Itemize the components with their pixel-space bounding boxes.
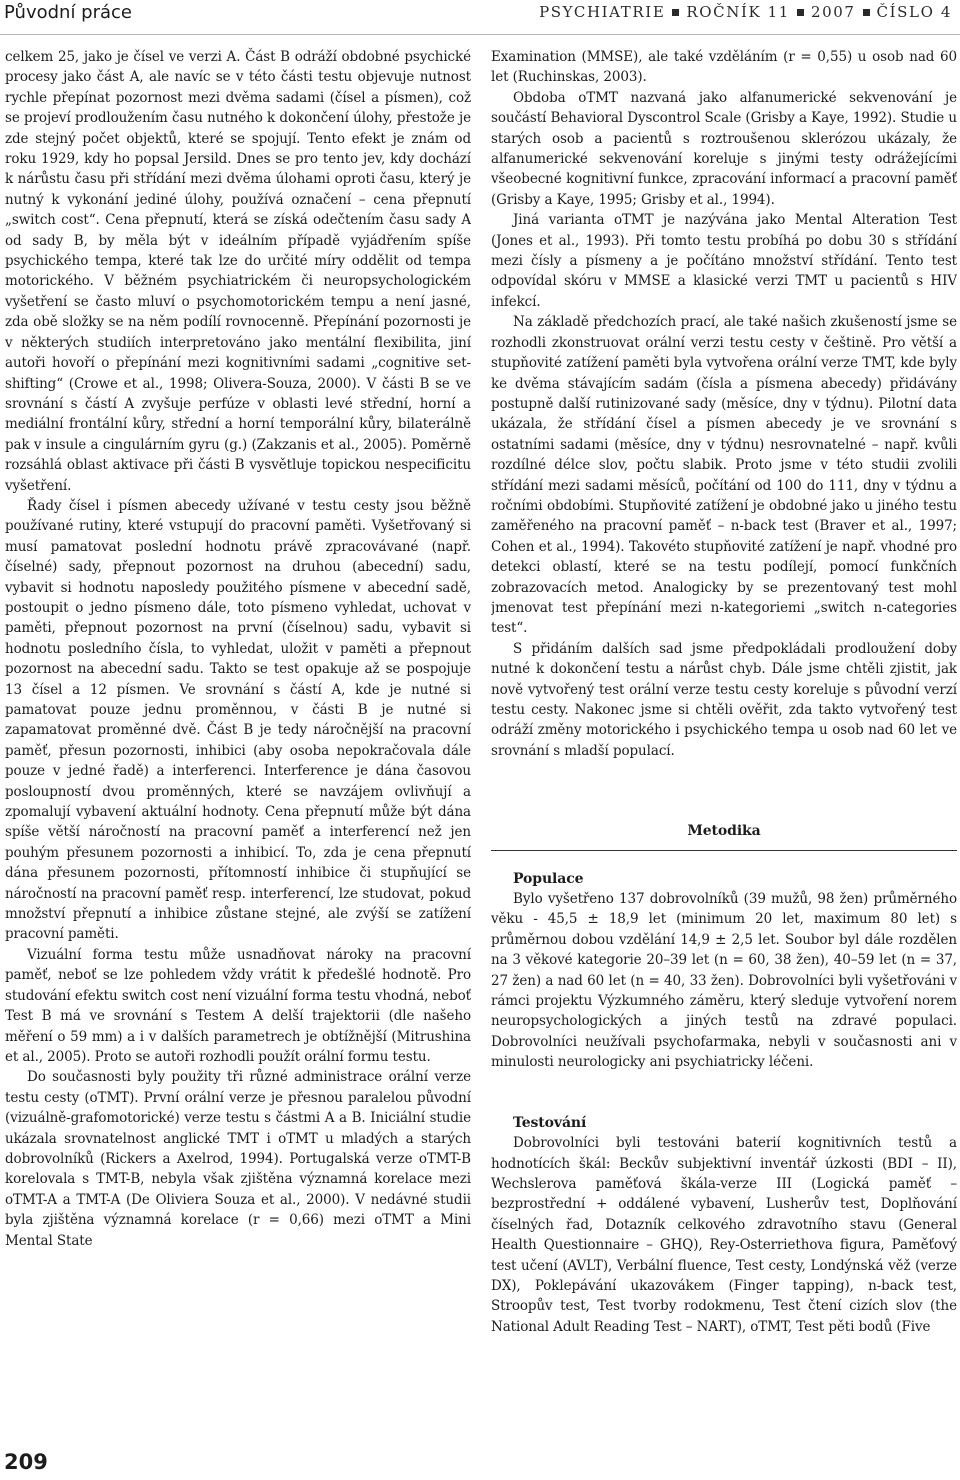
section-label: Původní práce [4,2,132,23]
paragraph: Do současnosti byly použity tři různé administrace orální verze testu cesty (oTMT). První orální verze je přesnou paralelou původní (vizuálně-grafomotorické) verze testu s částmi A a B. Iniciální studie ukázala srovnatelnost anglické TMT i oTMT u mladých a starých dobrovolníků (Rickers a Axelrod, 1994). Portugalská verze oTMT-B korelovala s TMT-B, nebyla však zjištěna významná korelace mezi oTMT-A a TMT-A (De Oliviera Souza et al., 2000). V nedávné studii byla zjištěna významná korelace (r = 0,66) mezi oTMT a Mini Mental State [5,1069,471,1249]
paragraph: Na základě předchozích prací, ale také našich zkušeností jsme se rozhodli zkonstruovat orální verzi testu cesty v češtině. Pro větší a stupňovité zatížení paměti byla vytvořena orální verze TMT, kde byly ke dvěma stávajícím sadám (čísla a písmena abecedy) přidávány postupně další rutinizované sady (měsíce, dny v týdnu). Pilotní data ukázala, že střídání čísel a písmen abecedy je ve srovnání s ostatními sadami (měsíce, dny v týdnu) nesrovnatelné – např. kvůli rozdílné délce slov, počtu slabik. Proto jsme v této studii zvolili střídání mezi sadami měsíců, počítání od 100 do 111, dny v týdnu a ročními obdobími. Stupňovité zatížení je obdobné jako u jiného testu zaměřeného na pracovní paměť – n-back test (Braver et al., 1997; Cohen et al., 1994). Takovéto stupňovité zatížení je např. vhodné pro detekci oblastí, které se na testu podílejí, pomocí funkčních zobrazovacích metod. Analogicky by se prezentovaný test mohl jmenovat test přepínání mezi n-kategoriemi „switch n-categories test“. [491,314,957,637]
separator-square-icon [672,9,679,16]
paragraph: Obdoba oTMT nazvaná jako alfanumerické sekvenování je součástí Behavioral Dyscontrol Scale (Grisby a Kaye, 1992). Studie u starých osob a pacientů s roztroušenou sklerózou ukázaly, že alfanumerické sekvenování koreluje s jinými testy odrážejícími všeobecné kognitivní funkce, zpracování informací a pracovní paměť (Grisby a Kaye, 1995; Grisby et al., 1994). [491,89,957,208]
journal-volume: ROČNÍK 11 [686,3,790,21]
section-heading-methodology: Metodika [491,821,957,850]
journal-info [539,3,952,21]
separator-square-icon [863,9,870,16]
paragraph: Examination (MMSE), ale také vzděláním (r = 0,55) u osob nad 60 let (Ruchinskas, 2003). [491,49,957,86]
paragraph: S přidáním dalších sad jsme předpokládali prodloužení doby nutné k dokončení testu a nárůst chyb. Dále jsme chtěli zjistit, jak nově vytvořený test orální verze testu cesty koreluje s původní verzí testu cesty. Nakonec jsme si chtěli ověřit, zda takto vytvořený test odráží změny motorického i psychického tempa u osob nad 60 let ve srovnání s mladší populací. [491,640,957,759]
paragraph: Dobrovolníci byli testováni baterií kognitivních testů a hodnotících škál: Beckův subjektivní inventář úzkosti (BDI – II), Wechslerova paměťová škála-verze III (Logická paměť – bezprostřední + oddálené vybavení, Lusherův test, Doplňování číselných řad, Dotazník celkového zdravotního stavu (General Health Questionnaire – GHQ), Rey-Osterriethova figura, Paměťový test učení (AVLT), Verbální fluence, Test cesty, Londýnská věž (verze DX), Poklepávání ukazovákem (Finger tapping), n-back test, Stroopův test, Test tvorby rodokmenu, Test čtení cizích slov (the National Adult Reading Test – NART), oTMT, Test pěti bodů (Five [491,1135,957,1335]
paragraph: Vizuální forma testu může usnadňovat nároky na pracovní paměť, neboť se lze pohledem vždy vrátit k předešlé hodnotě. Pro studování efektu switch cost není vizuální forma testu vhodná, neboť Test B má ve srovnání s Testem A delší trajektorii (dle našeho měření o 59 mm) a i v dalších parametrech je obtížnější (Mitrushina et al., 2005). Proto se autoři rozhodli použít orální formu testu. [5,946,471,1065]
paragraph: Jiná varianta oTMT je nazývána jako Mental Alteration Test (Jones et al., 1993). Při tomto testu probíhá po dobu 30 s střídání mezi čísly a písmeny a je počítáno množství střídání. Tento test odpovídal skóru v MMSE a klasické verzi TMT u pacientů s HIV infekcí. [491,212,957,310]
journal-issue: ČÍSLO 4 [876,3,952,21]
paragraph: Bylo vyšetřeno 137 dobrovolníků (39 mužů, 98 žen) průměrného věku - 45,5 ± 18,9 let (minimum 20 let, maximum 80 let) s průměrnou dobou vzdělání 14,9 ± 2,5 let. Soubor byl dále rozdělen na 3 věkové kategorie 20–39 let (n = 60, 38 žen), 40–59 let (n = 37, 27 žen) a nad 60 let (n = 40, 33 žen). Dobrovolníci byli vyšetřováni v rámci projektu Výzkumného záměru, který sleduje vytvoření norem neuropsychologických a jiných testů na zdravé populaci. Dobrovolníci neužívali psychofarmaka, nebyli v současnosti ani v minulosti neurologicky ani psychiatricky léčeni. [491,891,957,1071]
subsection-heading-testing: Testování [513,1114,587,1131]
subsection-heading-population: Populace [513,870,584,887]
separator-square-icon [797,9,804,16]
spacer [491,1073,957,1113]
right-column [491,47,957,1442]
journal-name: PSYCHIATRIE [539,3,666,21]
page-header [0,0,960,35]
left-column [5,47,471,1442]
paragraph: Řady čísel i písmen abecedy užívané v testu cesty jsou běžně používané rutiny, které vstupují do pracovní paměti. Vyšetřovaný si musí pamatovat poslední hodnotu právě zpracovávané (např. číselné) sady, přepnout pozornost na druhou (abecední) sadu, vybavit si hodnotu naposledy použitého písmene v abecední sadě, postoupit o jedno písmeno dále, toto písmeno vyhledat, uchovat v paměti, přepnout pozornost na první (číselnou) sadu, vybavit si hodnotu posledního čísla, to vyhledat, uložit v paměti a přepnout pozornost na abecední sadu. Takto se test opakuje až se pospojuje 13 čísel a 12 písmen. Ve srovnání s částí A, kde je nutné si pamatovat pouze jednu proměnnou, v části B je nutné si zapamatovat proměnné dvě. Část B je tedy náročnější na pracovní paměť, přesun pozornosti, inhibici (aby osoba nepokračovala dále pouze v jedné řadě) a interferenci. Interference je dána časovou posloupností dvou proměnných, které se navzájem ovlivňují a zpomalují vybavení aktuální hodnoty. Cena přepnutí může být dána spíše větší náročností na pracovní paměť a interferencí než jen pouhým přesunem pozornosti a inhibicí. To, zda je cena přepnutí dána přesunem pozornosti, přítomností inhibice či stupňující se náročností na pracovní paměť resp. interferencí, lze studovat, pokud množství přepnutí a inhibice zůstane stejné, ale zvýší se zatížení pracovní paměti. [5,497,471,943]
page-number: 209 [4,1450,48,1474]
spacer [491,761,957,801]
journal-year: 2007 [810,3,856,21]
paragraph: celkem 25, jako je čísel ve verzi A. Část B odráží obdobné psychické procesy jako část A, ale navíc se v této části testu objevuje nutnost rychle přepínat pozornost mezi dvěma sadami (čísel a písmen), což se projeví prodloužením času nutného k dokončení úlohy, přestože je zde stejný počet objektů, které se spojují. Tento efekt je znám od roku 1929, kdy ho popsal Jersild. Dnes se pro tento jev, kdy dochází k nárůstu času při střídání mezi dvěma úlohami oproti času, který je nutný k vykonání jediné úlohy, používá označení – cena přepnutí „switch cost“. Cena přepnutí, která se získá odečtením času sady A od sady B, by měla být v ideálním případě vyjádřením spíše psychického tempa, které tak lze do určité míry oddělit od tempa motorického. V běžném psychiatrickém či neuropsychologickém vyšetření se často mluví o psychomotorickém tempu a není jasné, zda obě složky se na něm podílí rovnocenně. Přepínání pozornosti je v některých studiích interpretováno jako mentální flexibilita, jiní autoři hovoří o přepínání mezi kognitivními sadami „cognitive set-shifting“ (Crowe et al., 1998; Olivera-Souza, 2000). V části B se ve srovnání s částí A zvyšuje perfúze v oblasti levé střední, horní a mediální frontální kůry, střední a horní temporální kůry, bilaterálně pak v insule a cingulárním gyru (g.) (Zakzanis et al., 2005). Poměrně rozsáhlá oblast aktivace při části B vysvětluje topickou nespecificitu vyšetření. [5,49,471,494]
